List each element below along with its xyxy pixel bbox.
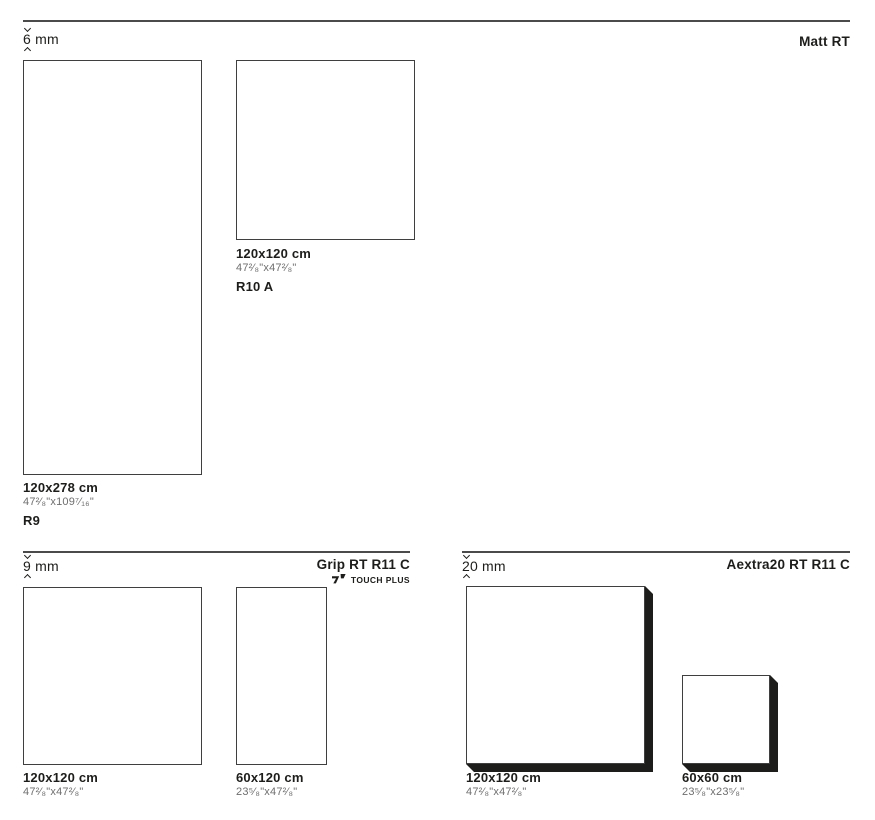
tile-size-inches: 23⁵⁄₈"x23⁵⁄₈" — [682, 786, 745, 798]
tile-aextra-60x60 — [682, 675, 778, 772]
thickness-value: 9 mm — [23, 558, 59, 574]
tile-label-matt-120x278 — [23, 481, 98, 528]
tile-aextra-120x120 — [466, 586, 653, 772]
tile-size-cm: 120x120 cm — [23, 770, 99, 785]
slab-face — [467, 587, 645, 764]
slip-rating: R9 — [23, 513, 41, 528]
tile-label-aextra-120x120 — [466, 771, 541, 799]
touch-plus-label: TOUCH PLUS — [350, 574, 410, 585]
tile-size-inches: 47²⁄₈"x109⁷⁄₁₆" — [23, 496, 94, 508]
tile-size-cm: 120x120 cm — [236, 246, 312, 261]
thickness-arrow-up-icon — [24, 47, 31, 54]
tile-size-cm: 60x60 cm — [682, 770, 743, 785]
touch-plus-icon — [332, 574, 347, 585]
slip-rating: R10 A — [236, 279, 274, 294]
tile-size-cm: 120x120 cm — [466, 770, 542, 785]
thickness-arrow-up-icon — [463, 574, 470, 581]
thickness-arrow-up-icon — [24, 574, 31, 581]
touch-plus-badge — [332, 574, 410, 585]
tile-label-matt-120x120 — [236, 247, 311, 294]
finish-label-aextra: Aextra20 RT R11 C — [726, 557, 850, 572]
slab-face — [683, 676, 770, 764]
tile-label-grip-60x120 — [236, 771, 304, 799]
finish-label-matt: Matt RT — [799, 34, 850, 49]
tile-size-cm: 60x120 cm — [236, 770, 304, 785]
tile-size-inches: 47²⁄₈"x47²⁄₈" — [236, 262, 297, 274]
thickness-label-6mm — [23, 26, 59, 53]
tile-label-aextra-60x60 — [682, 771, 744, 799]
section-matt-divider — [23, 20, 850, 22]
tile-grip-120x120 — [23, 587, 202, 765]
tile-size-inches: 47²⁄₈"x47²⁄₈" — [466, 786, 527, 798]
tile-size-cm: 120x278 cm — [23, 480, 99, 495]
tile-label-grip-120x120 — [23, 771, 98, 799]
thickness-value: 6 mm — [23, 31, 59, 47]
section-grip-divider — [23, 551, 410, 553]
tile-matt-120x120 — [236, 60, 415, 240]
tile-grip-60x120 — [236, 587, 327, 765]
tile-size-inches: 47²⁄₈"x47²⁄₈" — [23, 786, 84, 798]
section-aextra-divider — [462, 551, 850, 553]
tile-size-inches: 23⁵⁄₈"x47²⁄₈" — [236, 786, 298, 798]
thickness-value: 20 mm — [462, 558, 506, 574]
tile-matt-120x278 — [23, 60, 202, 475]
finish-label-grip: Grip RT R11 C — [316, 557, 410, 572]
thickness-label-20mm — [462, 553, 506, 580]
thickness-label-9mm — [23, 553, 59, 580]
